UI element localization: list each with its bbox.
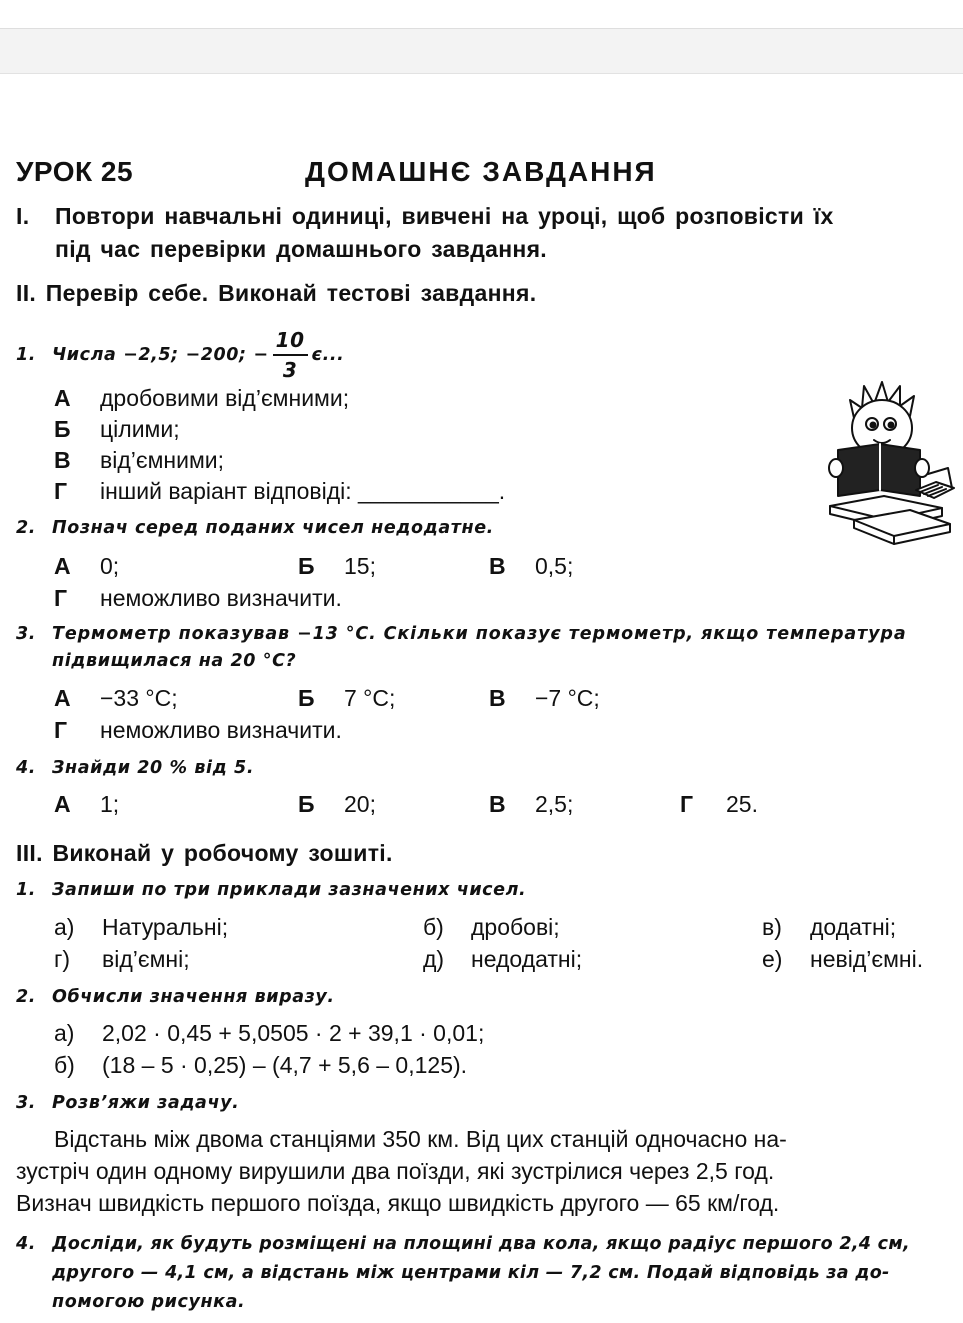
task-3-text: Розв’яжи задачу. (52, 1093, 240, 1113)
boy-reading-book-icon (824, 378, 956, 550)
section-1-line-1: Повтори навчальні одиниці, вивчені на уроці, щоб розповісти їх (55, 203, 834, 229)
question-2 (16, 518, 494, 538)
task-1-number: 1. (16, 880, 37, 900)
question-3-line-2: підвищилася на 20 °С? (52, 651, 297, 671)
lesson-number: УРОК 25 (16, 156, 134, 187)
page-title: ДОМАШНЄ ЗАВДАННЯ (305, 156, 657, 187)
question-4-text: Знайди 20 % від 5. (52, 758, 255, 778)
q4-option-c: В 2,5; (489, 791, 574, 817)
section-2-title: II. Перевір себе. Виконай тестові завдання. (16, 280, 537, 306)
task-4-line-2: другого — 4,1 см, а відстань між центрами кіл — 7,2 см. Подай відповідь за до- (52, 1263, 890, 1283)
t2-item-a: а) 2,02 · 0,45 + 5,0505 · 2 + 39,1 · 0,01; (54, 1020, 485, 1046)
task-3-number: 3. (16, 1093, 37, 1113)
t1-item-d: г) від’ємні; (54, 946, 190, 972)
q1-option-b: Б цілими; (54, 416, 180, 442)
q2-option-b: Б 15; (298, 553, 376, 579)
question-2-text: Познач серед поданих чисел недодатне. (52, 518, 494, 538)
question-2-number: 2. (16, 518, 37, 538)
q3-option-b: Б 7 °С; (298, 685, 396, 711)
task-3-line-3: Визнач швидкість першого поїзда, якщо швидкість другого — 65 км/год. (16, 1190, 780, 1216)
task-4-line-1: Досліди, як будуть розміщені на площині два кола, якщо радіус першого 2,4 см, (52, 1234, 910, 1254)
section-3-title: III. Виконай у робочому зошиті. (16, 840, 393, 866)
q1-option-c: В від’ємними; (54, 447, 225, 473)
question-4 (16, 758, 254, 778)
task-4-number: 4. (16, 1234, 37, 1254)
q2-option-a: А 0; (54, 553, 120, 579)
t1-item-b: б) дробові; (423, 914, 560, 940)
q4-option-a: А 1; (54, 791, 120, 817)
task-1-text: Запиши по три приклади зазначених чисел. (52, 880, 527, 900)
t2-item-b: б) (18 – 5 · 0,25) – (4,7 + 5,6 – 0,125). (54, 1052, 468, 1078)
fraction-denominator: 3 (282, 358, 298, 382)
task-1 (16, 880, 526, 900)
question-1 (16, 326, 344, 384)
question-4-number: 4. (16, 758, 37, 778)
question-1-tail: є... (311, 345, 345, 365)
q2-option-c: В 0,5; (489, 553, 574, 579)
q3-option-a: А −33 °С; (54, 685, 178, 711)
question-3-line-1: Термометр показував −13 °С. Скільки показує термометр, якщо температура (52, 624, 907, 644)
question-3-number: 3. (16, 624, 37, 644)
task-2 (16, 987, 335, 1007)
section-1-line-2: під час перевірки домашнього завдання. (55, 236, 548, 262)
task-4-line-3: помогою рисунка. (52, 1292, 246, 1312)
q3-option-d: Г неможливо визначити. (54, 717, 342, 743)
t1-item-e: д) недодатні; (423, 946, 583, 972)
q4-option-d: Г 25. (680, 791, 758, 817)
question-3 (16, 624, 907, 644)
t1-item-c: в) додатні; (762, 914, 897, 940)
t1-item-f: е) невід’ємні. (762, 946, 924, 972)
question-1-text: Числа −2,5; −200; − (52, 345, 269, 365)
fraction-numerator: 10 (273, 326, 308, 356)
q3-option-c: В −7 °С; (489, 685, 600, 711)
q1-option-a: А дробовими від’ємними; (54, 385, 350, 411)
browser-top-bar (0, 28, 963, 74)
t1-item-a: а) Натуральні; (54, 914, 229, 940)
task-4 (16, 1234, 910, 1254)
fraction (273, 326, 308, 384)
task-3 (16, 1093, 239, 1113)
q2-option-d: Г неможливо визначити. (54, 585, 342, 611)
task-2-number: 2. (16, 987, 37, 1007)
question-1-number: 1. (16, 345, 37, 365)
q1-option-d: Г інший варіант відповіді: ___________. (54, 478, 506, 504)
task-2-text: Обчисли значення виразу. (52, 987, 335, 1007)
task-3-line-1: Відстань між двома станціями 350 км. Від цих станцій одночасно на- (54, 1126, 787, 1152)
q4-option-b: Б 20; (298, 791, 376, 817)
task-3-line-2: зустріч один одному вирушили два поїзди, які зустрілися через 2,5 год. (16, 1158, 775, 1184)
section-1-number: I. (16, 203, 30, 229)
